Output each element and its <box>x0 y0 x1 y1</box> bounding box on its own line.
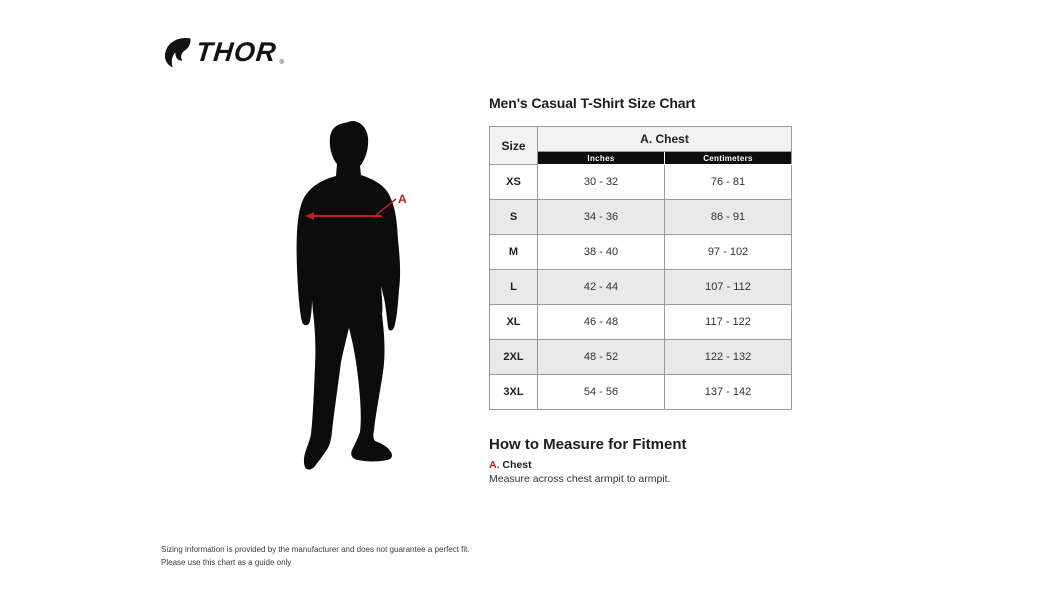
centimeters-cell: 86 - 91 <box>665 200 792 235</box>
table-row <box>490 305 792 340</box>
centimeters-cell: 97 - 102 <box>665 235 792 270</box>
inches-cell: 42 - 44 <box>538 270 665 305</box>
size-chart-table <box>489 126 792 410</box>
column-header-centimeters: Centimeters <box>665 152 792 165</box>
column-header-size: Size <box>490 127 538 165</box>
column-header-inches: Inches <box>538 152 665 165</box>
inches-cell: 48 - 52 <box>538 340 665 375</box>
table-row <box>490 340 792 375</box>
table-row <box>490 165 792 200</box>
table-row <box>490 375 792 410</box>
size-cell: 2XL <box>490 340 538 375</box>
measurement-figure <box>270 100 460 500</box>
centimeters-cell: 117 - 122 <box>665 305 792 340</box>
inches-cell: 34 - 36 <box>538 200 665 235</box>
measure-item-title <box>489 459 532 471</box>
size-chart-title: Men's Casual T-Shirt Size Chart <box>489 95 696 111</box>
centimeters-cell: 122 - 132 <box>665 340 792 375</box>
centimeters-cell: 137 - 142 <box>665 375 792 410</box>
annotation-label: A <box>398 192 407 206</box>
column-header-chest: A. Chest <box>538 127 792 152</box>
measure-item-name: Chest <box>502 459 532 471</box>
size-cell: L <box>490 270 538 305</box>
disclaimer-line-1: Sizing information is provided by the manufacturer and does not guarantee a perfect fit. <box>161 545 470 554</box>
centimeters-cell: 107 - 112 <box>665 270 792 305</box>
inches-cell: 54 - 56 <box>538 375 665 410</box>
table-group-header-row <box>490 127 792 152</box>
inches-cell: 46 - 48 <box>538 305 665 340</box>
inches-cell: 30 - 32 <box>538 165 665 200</box>
trademark-symbol: ® <box>279 60 284 66</box>
centimeters-cell: 76 - 81 <box>665 165 792 200</box>
table-row <box>490 235 792 270</box>
size-cell: XS <box>490 165 538 200</box>
size-cell: S <box>490 200 538 235</box>
size-cell: XL <box>490 305 538 340</box>
table-row <box>490 200 792 235</box>
disclaimer-line-2: Please use this chart as a guide only <box>161 557 292 567</box>
brand-logo <box>163 36 284 69</box>
size-cell: M <box>490 235 538 270</box>
table-row <box>490 270 792 305</box>
measure-item-description: Measure across chest armpit to armpit. <box>489 473 671 485</box>
sizing-disclaimer <box>161 544 470 570</box>
brand-logo-text: THOR <box>194 37 279 67</box>
size-cell: 3XL <box>490 375 538 410</box>
male-silhouette <box>297 121 401 470</box>
thor-horn-icon <box>163 36 193 69</box>
inches-cell: 38 - 40 <box>538 235 665 270</box>
how-to-measure-heading: How to Measure for Fitment <box>489 436 687 453</box>
measure-item-key: A. <box>489 459 500 471</box>
